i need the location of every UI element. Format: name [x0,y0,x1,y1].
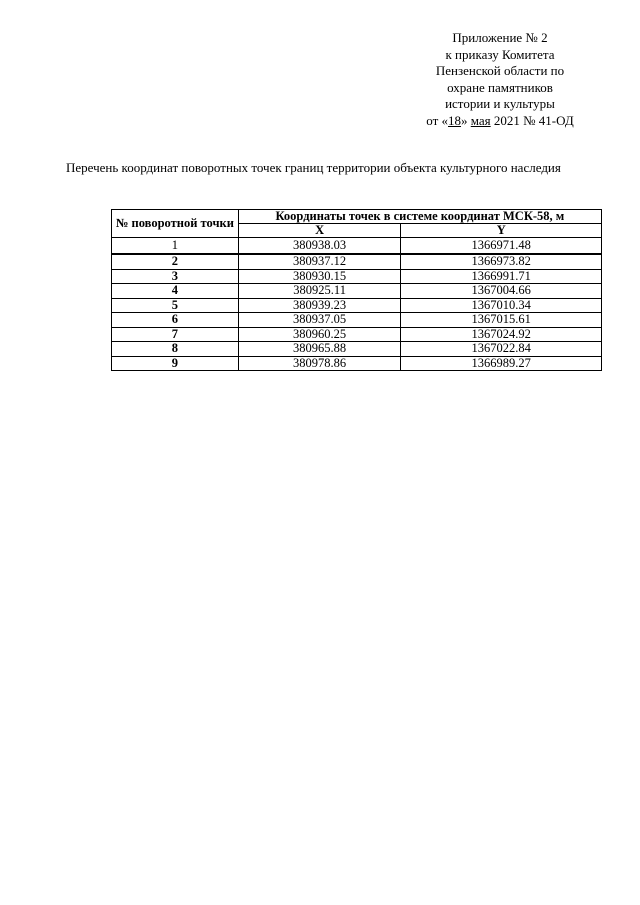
y-cell: 1367004.66 [401,284,602,299]
date-suffix: 2021 № 41-ОД [490,112,574,128]
x-cell: 380960.25 [238,327,401,342]
x-cell: 380930.15 [238,269,401,284]
appendix-line-region: Пензенской области по [435,63,565,78]
y-cell: 1367015.61 [401,313,602,328]
table-row [112,342,602,357]
x-cell: 380937.05 [238,313,401,328]
y-cell: 1367022.84 [401,342,602,357]
x-cell: 380965.88 [238,342,401,357]
point-number-cell: 8 [112,342,239,357]
point-number-cell: 9 [112,356,239,371]
y-cell: 1367010.34 [401,298,602,313]
coordinates-table [111,209,602,371]
appendix-line-order: к приказу Комитета [445,46,555,62]
table-row [112,238,602,254]
x-cell: 380938.03 [238,238,401,254]
table-row [112,327,602,342]
column-header-x: X [238,224,401,238]
table-row [112,255,602,270]
y-cell: 1367024.92 [401,327,602,342]
column-header-y: Y [401,224,602,238]
date-month: мая [470,112,491,128]
column-header-point-number: № поворотной точки [112,210,239,238]
table-row [112,298,602,313]
table-row [112,356,602,371]
table-header-row [112,210,602,224]
table-row [112,269,602,284]
y-cell: 1366973.82 [401,255,602,270]
date-prefix: от « [426,112,449,128]
point-number-cell: 4 [112,284,239,299]
x-cell: 380978.86 [238,356,401,371]
y-cell: 1366971.48 [401,238,602,254]
table-row [112,313,602,328]
appendix-date-line [390,113,610,130]
date-day-close: » [461,112,471,128]
point-number-cell: 6 [112,313,239,328]
point-number-cell: 1 [112,238,239,254]
appendix-title: Приложение № 2 [452,30,548,45]
appendix-line-history: истории и культуры [445,96,555,111]
y-cell: 1366989.27 [401,356,602,371]
table-row [112,284,602,299]
point-number-cell: 5 [112,298,239,313]
x-cell: 380937.12 [238,255,401,270]
appendix-line-protection: охране памятников [447,79,553,95]
column-header-coordinates: Координаты точек в системе координат МСК-58, м [238,210,601,224]
y-cell: 1366991.71 [401,269,602,284]
x-cell: 380939.23 [238,298,401,313]
point-number-cell: 2 [112,255,239,270]
point-number-cell: 3 [112,269,239,284]
document-heading: Перечень координат поворотных точек границ территории объекта культурного наследия [66,160,561,175]
date-day: 18 [448,112,462,128]
point-number-cell: 7 [112,327,239,342]
appendix-block [390,30,610,129]
x-cell: 380925.11 [238,284,401,299]
